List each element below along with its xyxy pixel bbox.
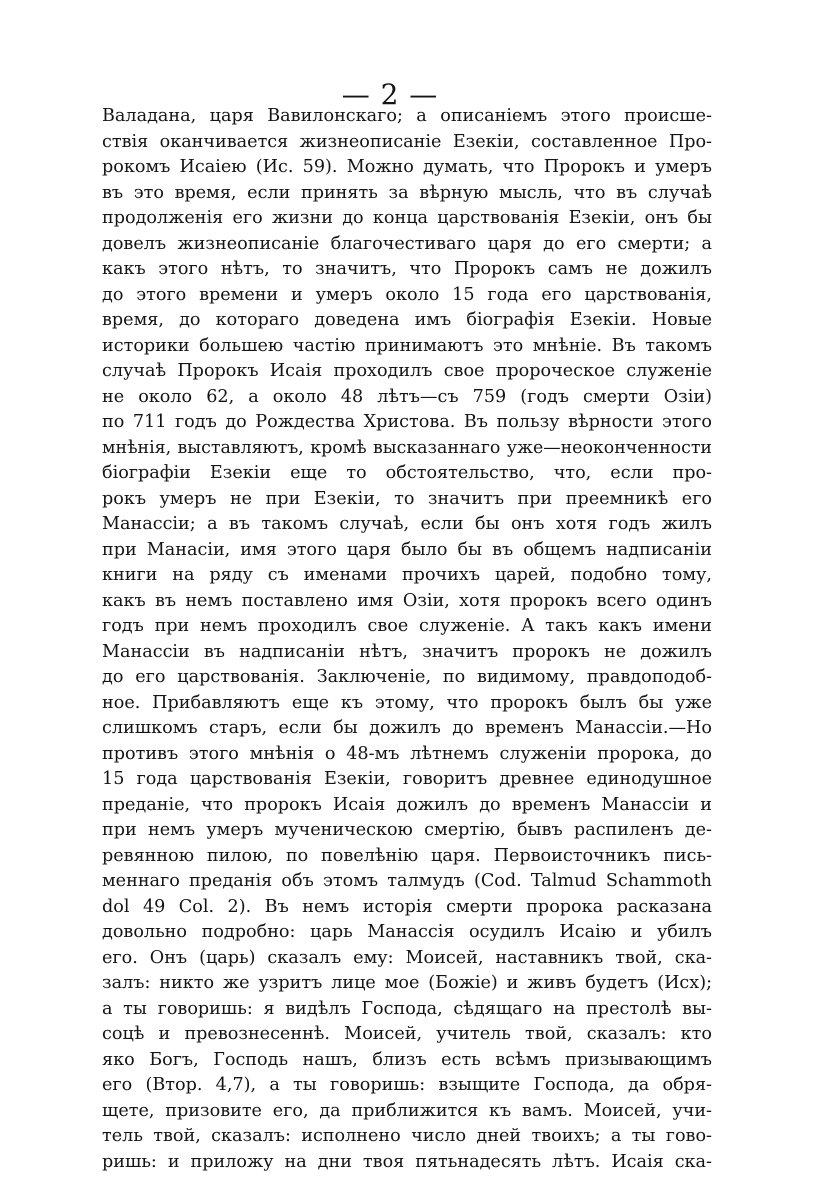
text-line: біографіи Езекіи еще то обстоятельство, что, если про- (102, 463, 712, 483)
text-line: какъ въ немъ поставлено имя Озіи, хотя пророкъ всего одинъ (102, 590, 712, 611)
text-line: соцѣ и превознесеннѣ. Моисей, учитель твой, сказалъ: кто (102, 1024, 712, 1044)
page-number: — 2 — (341, 78, 439, 111)
text-line: рокомъ Исаіею (Ис. 59). Можно думать, что Пророкъ и умеръ (102, 157, 712, 177)
text-line: продолженія его жизни до конца царствованія Езекіи, онъ бы (102, 208, 712, 228)
text-line: Манассіи въ надписаніи нѣтъ, значитъ пророкъ не дожилъ (102, 641, 712, 662)
text-line: до этого времени и умеръ около 15 года его царствованія, (102, 284, 712, 305)
text-line: по 711 годъ до Рождества Христова. Въ пользу вѣрности этого (102, 412, 712, 432)
text-line: въ это время, если принять за вѣрную мысль, что въ случаѣ (102, 182, 712, 203)
text-line: меннаго преданія объ этомъ талмудъ (Cod. Talmud Schammoth (102, 871, 712, 891)
text-line: Валадана, царя Вавилонскаго; а описаніемъ этого происше- (102, 106, 712, 126)
text-line: слишкомъ старъ, если бы дожилъ до временъ Манассіи.—Но (102, 718, 712, 738)
text-line: а ты говоришь: я видѣлъ Господа, сѣдящаго на престолѣ вы- (102, 998, 712, 1019)
text-line: до его царствованія. Заключеніе, по видимому, правдоподоб- (102, 667, 712, 687)
text-line: какъ этого нѣтъ, то значитъ, что Пророкъ самъ не дожилъ (102, 259, 712, 279)
text-line: книги на ряду съ именами прочихъ царей, подобно тому, (102, 565, 712, 585)
body-text (102, 104, 712, 1175)
text-line: ствія оканчивается жизнеописаніе Езекіи, составленное Про- (102, 131, 712, 152)
text-line: довольно подробно: царь Манассія осудилъ Исаію и убилъ (102, 922, 712, 942)
text-line: годъ при немъ проходилъ свое служеніе. А такъ какъ имени (102, 616, 712, 636)
text-line: dol 49 Col. 2). Въ немъ исторія смерти пророка расказана (102, 896, 712, 917)
text-line: ришь: и приложу на дни твоя пятьнадесять лѣтъ. Исаія ска- (102, 1151, 712, 1172)
text-line: при немъ умеръ мученическою смертію, бывъ распиленъ де- (102, 820, 712, 840)
text-line: ревянною пилою, по повелѣнію царя. Первоисточникъ пись- (102, 845, 712, 866)
text-line: преданіе, что пророкъ Исаія дожилъ до временъ Манассіи и (102, 794, 712, 815)
text-line: 15 года царствованія Езекіи, говоритъ древнее единодушное (102, 769, 712, 789)
text-line: тель твой, сказалъ: исполнено число дней твоихъ; а ты гово- (102, 1126, 712, 1146)
text-line: мнѣнія, выставляютъ, кромѣ высказаннаго уже—неоконченности (102, 437, 712, 458)
text-line: не около 62, а около 48 лѣтъ—съ 759 (годъ смерти Озіи) (102, 386, 712, 407)
text-line: Манассіи; а въ такомъ случаѣ, если бы онъ хотя годъ жилъ (102, 514, 712, 534)
text-line: его. Онъ (царь) сказалъ ему: Моисей, наставникъ твой, ска- (102, 947, 712, 968)
text-line: щете, призовите его, да приближится къ вамъ. Моисей, учи- (102, 1100, 712, 1121)
text-line: противъ этого мнѣнія о 48-мъ лѣтнемъ служеніи пророка, до (102, 743, 712, 764)
text-line: время, до котораго доведена имъ біографія Езекіи. Новые (102, 310, 712, 330)
text-line: залъ: никто же узритъ лице мое (Божіе) и живъ будетъ (Исх); (102, 973, 712, 993)
text-line: ное. Прибавляютъ еще къ этому, что пророкъ былъ бы уже (102, 692, 712, 713)
text-line: историки большею частію принимаютъ это мнѣніе. Въ такомъ (102, 335, 712, 356)
text-line: его (Втор. 4,7), а ты говоришь: взыщите Господа, да обря- (102, 1075, 712, 1095)
text-line: яко Богъ, Господь нашъ, близъ есть всѣмъ призывающимъ (102, 1049, 712, 1070)
text-line: довелъ жизнеописаніе благочестиваго царя до его смерти; а (102, 233, 712, 254)
text-line: рокъ умеръ не при Езекіи, то значитъ при преемникѣ его (102, 488, 712, 509)
text-line: при Манасіи, имя этого царя было бы въ общемъ надписаніи (102, 539, 712, 560)
text-line: случаѣ Пророкъ Исаія проходилъ свое пророческое служеніе (102, 361, 712, 381)
